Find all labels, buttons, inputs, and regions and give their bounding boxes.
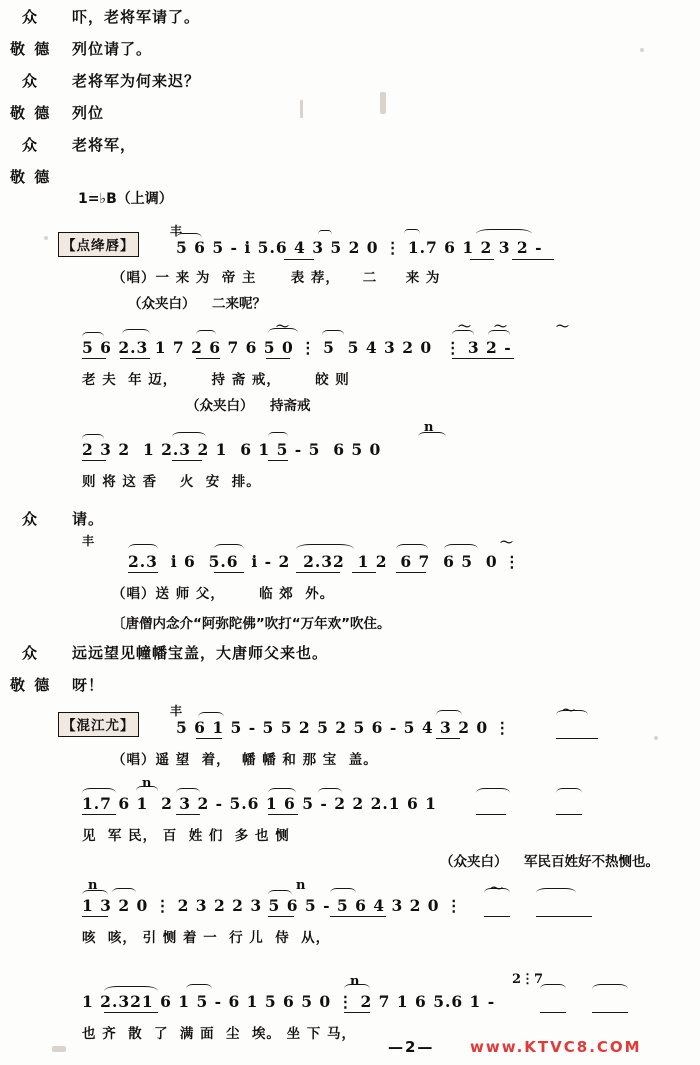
insert-text-2: 军民百姓好不热恻也。 <box>524 854 659 870</box>
stave-lyrics-s2-0: （唱）遥 望 着， 幡 幡 和 那 宝 盖。 <box>112 752 378 768</box>
stave-lyrics-s2-2: 咳 咳， 引 恻 着 一 行 儿 侍 从， <box>82 930 331 946</box>
stave-lyrics-s2-3: 也 齐 散 了 满 面 尘 埃。 坐 下 马， <box>82 1026 356 1042</box>
tempo-mark-1: 丰 <box>82 534 95 548</box>
stave-lyrics-s1-0: （唱）送 师 父， 临 郊 外。 <box>112 586 335 602</box>
stage-direction: 〔唐僧内念介“阿弥陀佛”吹打“万年欢”吹住。 <box>112 616 391 632</box>
dialogue-text-3: 列位 <box>72 104 105 122</box>
dialogue-text-8: 呀！ <box>72 676 105 694</box>
dialogue-role-5: 敬 德 <box>10 168 52 186</box>
qupai-tag-dianjiangchun: 【点绛唇】 <box>58 232 139 257</box>
dialogue-role-3: 敬 德 <box>10 104 52 122</box>
stave-notes-s1-0: 2.3 i 6 5.6 i - 2 2.32 1 2 6 7 6 5 0 ⋮ <box>128 552 521 571</box>
sheet-music-page: 众 吓，老将军请了。 敬 德 列位请了。 众 老将军为何来迟？ 敬 德 列位 众 老将军， 敬 德 1=♭B（上调） 【点绛唇】 丰 5 6 5 - i 5.6 4 3 5 2 0 ⋮ 1.7 6 1 2 3 2 - （唱）一 来 为 帝 主 表 荐， 二 来 为 （众夹白） 二来呢？ 〜 〜 〜 〜 5 6 2.3 1 7 2 6 7 6 5 0 ⋮ 5 5 4 3 2 0 ⋮ 3 2 - 老 夫 年 迈， 持 斋 戒， 皎 则 （众夹白） 持斋戒 n 2 3 2 1 2.3 2 1 6 1 5 - 5 6 5 0 则 将 这 香 火 安 排。 众 请。 丰 〜 2.3 i 6 5.6 i - 2 2.32 1 2 6 7 6 5 0 ⋮ （唱）送 师 父， 临 郊 外。 〔唐僧内念介“阿弥陀佛”吹打“万年欢”吹住。 众 远远望见幢幡宝盖，大唐师父来也。 敬 德 呀！ 【混江尤】 丰 〜 5 6 1 5 - 5 5 2 5 2 5 6 - 5 4 3 2 0 ⋮ （唱）遥 望 着， 幡 幡 和 那 宝 盖。 n 1.7 6 1 2 3 2 - 5.6 1 6 5 - 2 2 2.1 6 1 见 军 民， 百 姓 们 多 也 恻 （众夹白） 军民百姓好不热恻也。 n n 〜 1 3 2 0 ⋮ 2 3 2 2 3 5 6 5 - 5 6 4 3 2 0 ⋮ 咳 咳， 引 恻 着 一 行 儿 侍 从， n 2⋮7 1 2.321 6 1 5 - 6 1 5 6 5 0 ⋮ 2 7 1 6 5.6 1 - 也 齐 散 了 满 面 尘 埃。 坐 下 马， —2— www.KTVC8.COM <box>10 8 659 1056</box>
stave-lyrics-s0-1: 老 夫 年 迈， 持 斋 戒， 皎 则 <box>82 372 350 388</box>
key-signature: 1=♭B（上调） <box>78 191 173 207</box>
stave-lyrics-s0-2: 则 将 这 香 火 安 排。 <box>82 474 261 490</box>
insert-label-0: （众夹白） <box>128 296 196 312</box>
tempo-mark-2: 丰 <box>170 704 183 718</box>
insert-label-2: （众夹白） <box>440 854 508 870</box>
stave-notes-s2-1: 1.7 6 1 2 3 2 - 5.6 1 6 5 - 2 2 2.1 6 1 <box>82 794 437 813</box>
insert-text-0: 二来呢？ <box>212 296 266 312</box>
dialogue-role-2: 众 <box>22 72 40 90</box>
qupai-tag-hunjiangyou: 【混江尤】 <box>58 712 139 737</box>
dialogue-text-1: 列位请了。 <box>72 40 153 58</box>
dialogue-role-7: 众 <box>22 644 40 662</box>
dialogue-role-0: 众 <box>22 8 40 26</box>
stave-notes-s2-2: 1 3 2 0 ⋮ 2 3 2 2 3 5 6 5 - 5 6 4 3 2 0 ⋮ <box>82 896 463 915</box>
dialogue-role-8: 敬 德 <box>10 676 52 694</box>
stave-notes-s0-1: 5 6 2.3 1 7 2 6 7 6 5 0 ⋮ 5 5 4 3 2 0 ⋮ 3 2 - <box>82 338 512 357</box>
stave-lyrics-s0-0: （唱）一 来 为 帝 主 表 荐， 二 来 为 <box>112 270 441 286</box>
watermark: www.KTVC8.COM <box>470 1038 642 1056</box>
dialogue-text-2: 老将军为何来迟？ <box>72 72 201 90</box>
stave-notes-s2-0: 5 6 1 5 - 5 5 2 5 2 5 6 - 5 4 3 2 0 ⋮ <box>176 718 512 737</box>
dialogue-text-6: 请。 <box>72 510 105 528</box>
tempo-mark-0: 丰 <box>170 224 183 238</box>
insert-label-1: （众夹白） <box>186 398 254 414</box>
page-number: —2— <box>388 1038 435 1056</box>
stave-notes-s2-3: 1 2.321 6 1 5 - 6 1 5 6 5 0 ⋮ 2 7 1 6 5.6 1 - <box>82 992 496 1011</box>
dialogue-text-0: 吓，老将军请了。 <box>72 8 201 26</box>
dialogue-role-4: 众 <box>22 136 40 154</box>
stave-notes-s0-0: 5 6 5 - i 5.6 4 3 5 2 0 ⋮ 1.7 6 1 2 3 2 - <box>176 238 543 257</box>
dialogue-role-1: 敬 德 <box>10 40 52 58</box>
dialogue-text-4: 老将军， <box>72 136 137 154</box>
stave-lyrics-s2-1: 见 军 民， 百 姓 们 多 也 恻 <box>82 828 290 844</box>
stave-notes-s0-2: 2 3 2 1 2.3 2 1 6 1 5 - 5 6 5 0 <box>82 440 382 459</box>
dialogue-role-6: 众 <box>22 510 40 528</box>
dialogue-text-7: 远远望见幢幡宝盖，大唐师父来也。 <box>72 644 329 662</box>
insert-text-1: 持斋戒 <box>270 398 311 414</box>
